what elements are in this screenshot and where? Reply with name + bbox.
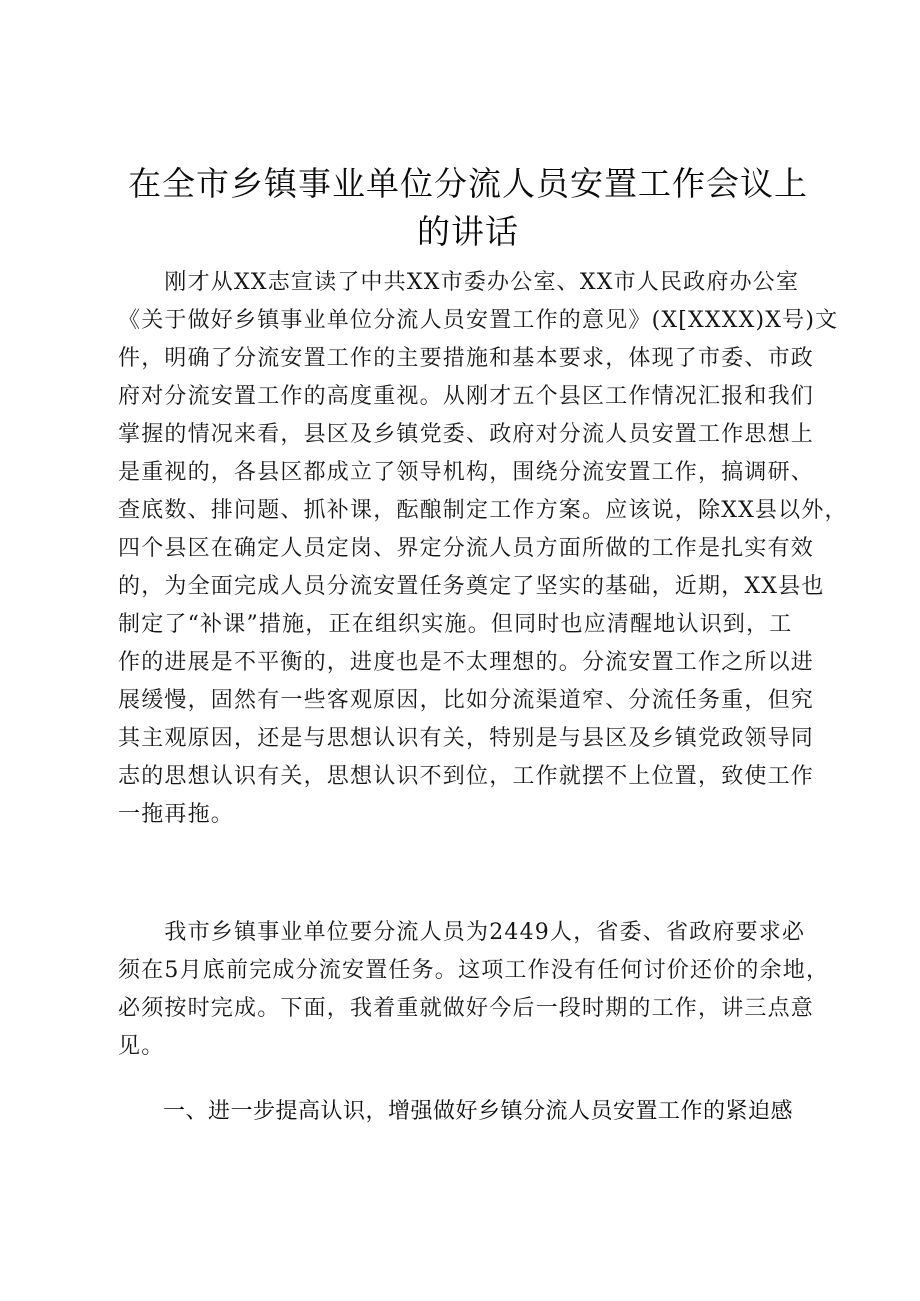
paragraph-1 — [118, 264, 848, 834]
document-title — [118, 160, 818, 256]
paragraph-line: 必须按时完成。下面，我着重就做好今后一段时期的工作，讲三点意 — [118, 996, 815, 1021]
title-line-1: 在全市乡镇事业单位分流人员安置工作会议上 — [128, 164, 808, 203]
paragraph-line: 查底数、排问题、抓补课，酝酿制定工作方案。应该说，除XX县以外， — [118, 498, 848, 523]
paragraph-line: 刚才从XX志宣读了中共XX市委办公室、XX市人民政府办公室 — [118, 270, 800, 295]
paragraph-line: 志的思想认识有关，思想认识不到位，工作就摆不上位置，致使工作 — [118, 764, 815, 789]
paragraph-line: 见。 — [118, 1034, 165, 1059]
section-heading: 一、进一步提高认识，增强做好乡镇分流人员安置工作的紧迫感 — [118, 1099, 794, 1124]
paragraph-line: 我市乡镇事业单位要分流人员为2449人，省委、省政府要求必 — [118, 920, 806, 945]
paragraph-line: 展缓慢，固然有一些客观原因，比如分流渠道窄、分流任务重，但究 — [118, 688, 815, 713]
paragraph-line: 四个县区在确定人员定岗、界定分流人员方面所做的工作是扎实有效 — [118, 536, 815, 561]
title-line-2: 的讲话 — [417, 212, 519, 251]
paragraph-line: 一拖再拖。 — [118, 802, 235, 827]
paragraph-line: 作的进展是不平衡的，进度也是不太理想的。分流安置工作之所以进 — [118, 650, 815, 675]
paragraph-line: 的，为全面完成人员分流安置任务奠定了坚实的基础，近期，XX县也 — [118, 574, 825, 599]
paragraph-line: 其主观原因，还是与思想认识有关，特别是与县区及乡镇党政领导同 — [118, 726, 815, 751]
paragraph-line: 是重视的，各县区都成立了领导机构，围绕分流安置工作，搞调研、 — [118, 460, 815, 485]
paragraph-line: 掌握的情况来看，县区及乡镇党委、政府对分流人员安置工作思想上 — [118, 422, 815, 447]
paragraph-2 — [118, 914, 830, 1066]
paragraph-line: 须在5月底前完成分流安置任务。这项工作没有任何讨价还价的余地， — [118, 958, 830, 983]
paragraph-line: 府对分流安置工作的高度重视。从刚才五个县区工作情况汇报和我们 — [118, 384, 815, 409]
paragraph-line: 制定了“补课”措施，正在组织实施。但同时也应清醒地认识到，工 — [118, 612, 793, 637]
paragraph-line: 《关于做好乡镇事业单位分流人员安置工作的意见》(X[XXXX)X号)文 — [118, 308, 839, 333]
paragraph-line: 件，明确了分流安置工作的主要措施和基本要求，体现了市委、市政 — [118, 346, 815, 371]
